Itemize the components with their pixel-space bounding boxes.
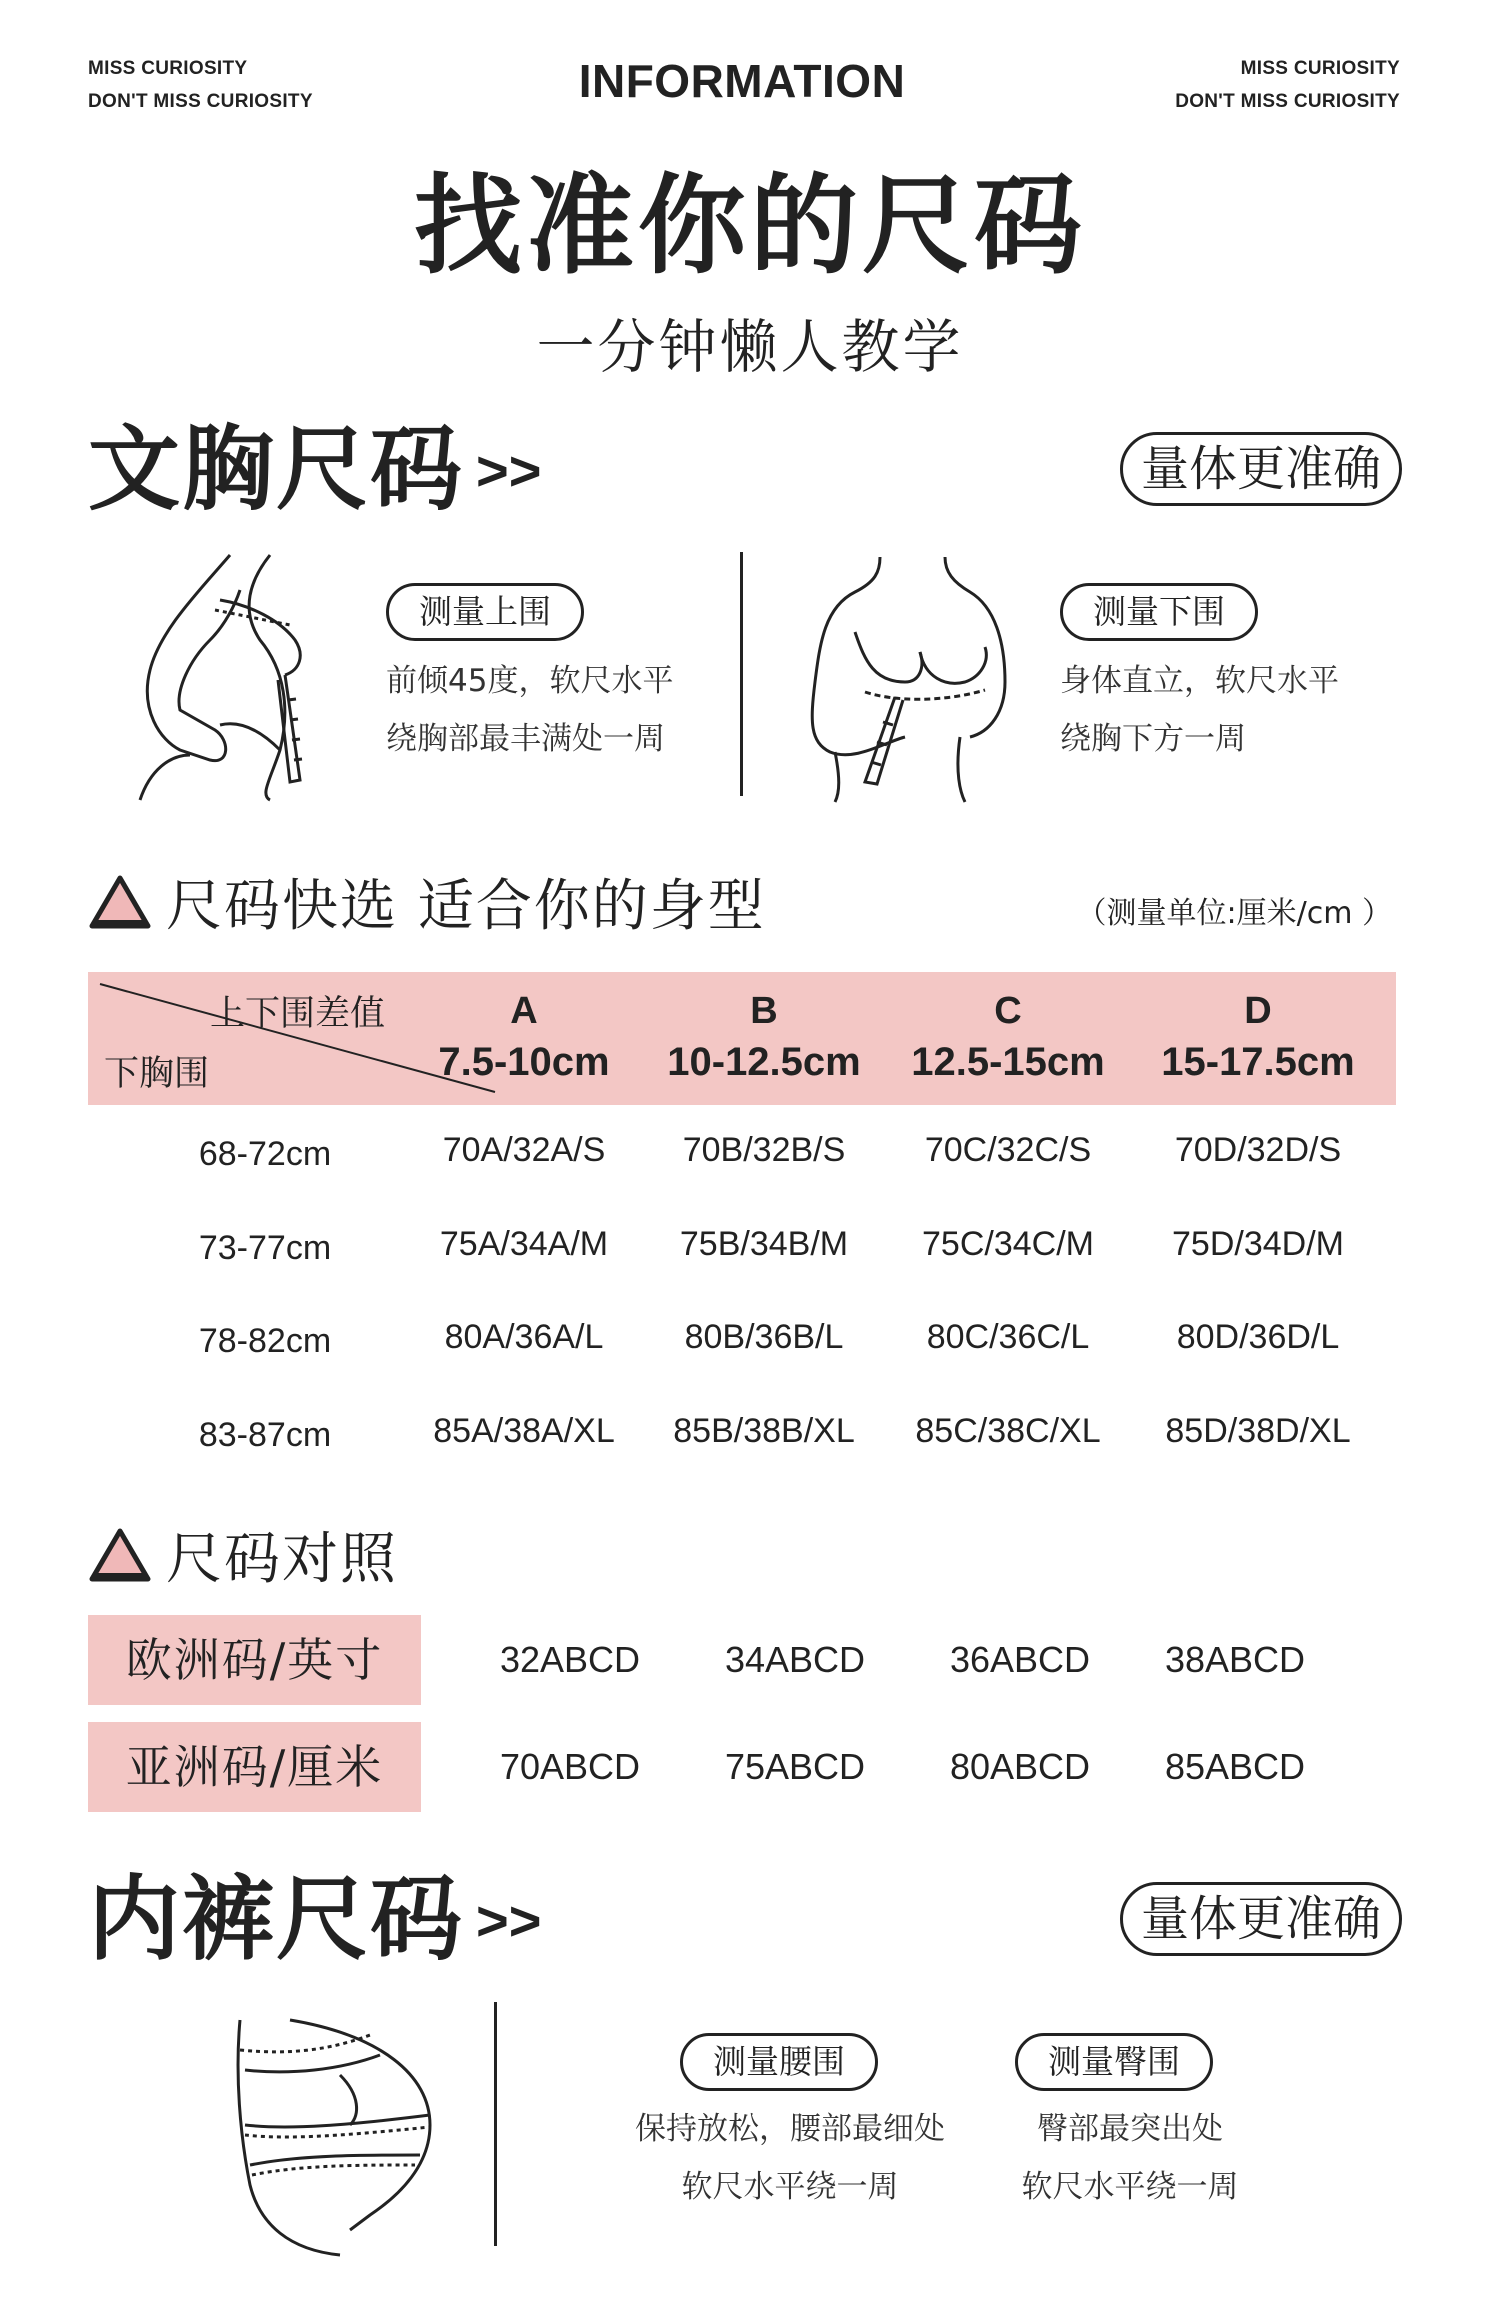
measure-lower-line2: 绕胸下方一周	[1060, 721, 1246, 757]
size-cell: 75A/34A/M	[439, 1225, 609, 1263]
size-cell: 85C/38C/XL	[915, 1412, 1101, 1450]
size-cell: 85A/38A/XL	[433, 1412, 615, 1450]
size-cell: 70C/32C/S	[924, 1131, 1092, 1169]
bra-section-heading	[88, 415, 541, 525]
hip-illustration	[230, 2015, 450, 2255]
underbust-range: 73-77cm	[198, 1229, 332, 1267]
size-cell: 70A/32A/S	[442, 1131, 606, 1169]
measure-waist-line1: 保持放松，腰部最细处	[635, 2111, 945, 2147]
info-title: INFORMATION	[578, 55, 906, 107]
chevron-icon: >>	[476, 438, 542, 502]
bra-section-title: 文胸尺码	[88, 416, 465, 523]
underbust-range: 78-82cm	[198, 1322, 332, 1360]
cup-letter: D	[1244, 990, 1272, 1032]
size-cell: 80C/36C/L	[926, 1318, 1090, 1356]
size-cell: 70D/32D/S	[1174, 1131, 1342, 1169]
chevron-icon: >>	[476, 1888, 542, 1952]
measure-lower-line1: 身体直立，软尺水平	[1060, 663, 1339, 699]
measure-accurate-badge: 量体更准确	[1120, 432, 1402, 506]
quick-select-title: 尺码快选 适合你的身型	[166, 874, 766, 939]
size-system-label: 欧洲码/英寸	[88, 1615, 421, 1705]
panty-section-title: 内裤尺码	[88, 1866, 465, 1973]
size-cell: 80B/36B/L	[684, 1318, 844, 1356]
brand-line-1: MISS CURIOSITY	[88, 58, 248, 79]
measure-upper-desc	[386, 652, 673, 768]
cup-difference-range: 10-12.5cm	[667, 1040, 861, 1084]
upper-bust-illustration	[120, 550, 360, 800]
brand-line-2: DON'T MISS CURIOSITY	[88, 91, 313, 112]
size-compare-value: 80ABCD	[949, 1746, 1091, 1787]
corner-label-underbust: 下胸围	[104, 1054, 210, 1094]
size-compare-title: 尺码对照	[166, 1527, 398, 1592]
size-compare-heading	[88, 1515, 398, 1595]
measure-hip-label: 测量臀围	[1015, 2033, 1213, 2091]
cup-difference-range: 12.5-15cm	[911, 1040, 1105, 1084]
size-cell: 80D/36D/L	[1176, 1318, 1340, 1356]
brand-line-1: MISS CURIOSITY	[1240, 58, 1400, 79]
size-compare-value: 34ABCD	[724, 1639, 866, 1680]
measure-hip-line2: 软尺水平绕一周	[1021, 2169, 1239, 2205]
size-compare-value: 85ABCD	[1164, 1746, 1306, 1787]
underbust-range: 68-72cm	[198, 1135, 332, 1173]
page-subtitle: 一分钟懒人教学	[536, 313, 964, 381]
page-title: 找准你的尺码	[413, 164, 1086, 289]
measure-lower-desc	[1060, 652, 1339, 768]
measure-upper-line2: 绕胸部最丰满处一周	[386, 721, 665, 757]
panty-section-heading	[88, 1865, 541, 1975]
cup-difference-range: 15-17.5cm	[1161, 1040, 1355, 1084]
lower-bust-illustration	[795, 552, 1035, 802]
size-cell: 70B/32B/S	[682, 1131, 846, 1169]
size-compare-value: 75ABCD	[724, 1746, 866, 1787]
measure-waist-label: 测量腰围	[680, 2033, 878, 2091]
measure-accurate-badge: 量体更准确	[1120, 1882, 1402, 1956]
measure-hip-desc	[1000, 2100, 1260, 2216]
measure-hip-line1: 臀部最突出处	[1037, 2111, 1223, 2147]
measure-waist-line2: 软尺水平绕一周	[681, 2169, 899, 2205]
measure-upper-line1: 前倾45度，软尺水平	[386, 663, 674, 699]
size-compare-value: 36ABCD	[949, 1639, 1091, 1680]
size-compare-value: 38ABCD	[1164, 1639, 1306, 1680]
cup-letter: C	[994, 990, 1022, 1032]
unit-note: （测量单位:厘米/cm ）	[1076, 896, 1392, 931]
size-compare-value: 70ABCD	[499, 1746, 641, 1787]
measure-lower-label: 测量下围	[1060, 583, 1258, 641]
size-cell: 75C/34C/M	[922, 1225, 1094, 1263]
divider	[740, 552, 743, 796]
measure-upper-label: 测量上围	[386, 583, 584, 641]
measure-waist-desc	[620, 2100, 960, 2216]
divider	[494, 2002, 497, 2246]
size-system-label: 亚洲码/厘米	[88, 1722, 421, 1812]
brand-tagline-right	[1175, 52, 1400, 118]
triangle-icon	[88, 874, 152, 930]
cup-letter: A	[510, 990, 538, 1032]
cup-difference-range: 7.5-10cm	[438, 1040, 610, 1084]
brand-line-2: DON'T MISS CURIOSITY	[1175, 91, 1400, 112]
size-cell: 85B/38B/XL	[673, 1412, 855, 1450]
size-cell: 85D/38D/XL	[1165, 1412, 1351, 1450]
corner-label-diff: 上下围差值	[210, 994, 386, 1034]
size-cell: 80A/36A/L	[444, 1318, 604, 1356]
quick-select-heading	[88, 862, 766, 942]
cup-letter: B	[750, 990, 778, 1032]
size-cell: 75D/34D/M	[1172, 1225, 1344, 1263]
size-cell: 75B/34B/M	[679, 1225, 849, 1263]
underbust-range: 83-87cm	[198, 1416, 332, 1454]
size-compare-value: 32ABCD	[499, 1639, 641, 1680]
triangle-icon	[88, 1527, 152, 1583]
